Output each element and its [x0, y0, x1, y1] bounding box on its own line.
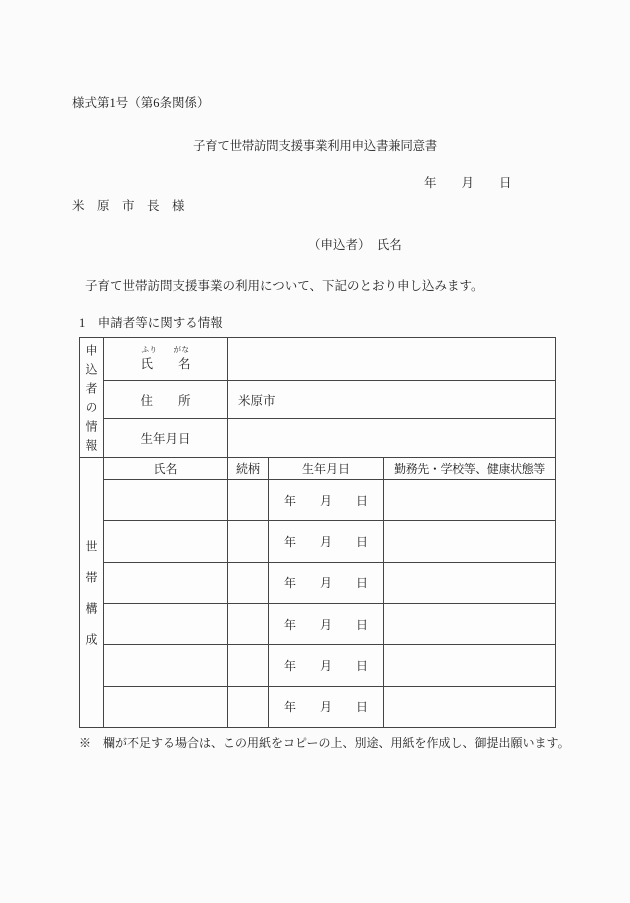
birthdate-label-cell: [104, 419, 228, 457]
address-label: 住 所: [140, 393, 191, 408]
header-name: 氏名: [104, 458, 228, 479]
cell-birthdate: 年 月 日: [269, 604, 384, 644]
cell-birthdate: 年 月 日: [269, 645, 384, 685]
household-header-row: [104, 458, 555, 480]
cell-relation: [228, 687, 269, 727]
address-label-cell: [104, 381, 228, 418]
household-section: [80, 458, 555, 727]
cell-relation: [228, 480, 269, 520]
applicant-group-label-cell: [80, 338, 104, 457]
household-row: [104, 521, 555, 562]
row-address: [104, 381, 555, 419]
cell-name: [104, 480, 228, 520]
applicant-name-line: （申込者） 氏名: [308, 238, 402, 252]
household-row: [104, 480, 555, 521]
cell-relation: [228, 604, 269, 644]
date-line: 年 月 日: [424, 176, 512, 190]
cell-work-school: [384, 645, 555, 685]
intro-sentence: 子育て世帯訪問支援事業の利用について、下記のとおり申し込みます。: [85, 279, 484, 293]
cell-birthdate: 年 月 日: [269, 563, 384, 603]
household-group-label: 世帯構成: [84, 540, 98, 664]
cell-relation: [228, 563, 269, 603]
household-row: [104, 563, 555, 604]
household-row: [104, 687, 555, 727]
header-relation: 続柄: [228, 458, 269, 479]
cell-relation: [228, 521, 269, 561]
cell-name: [104, 563, 228, 603]
document-title: 子育て世帯訪問支援事業利用申込書兼同意書: [192, 139, 437, 153]
cell-work-school: [384, 480, 555, 520]
header-birthdate: 生年月日: [269, 458, 384, 479]
row-name: [104, 338, 555, 381]
cell-work-school: [384, 604, 555, 644]
name-label-cell: [104, 338, 228, 380]
cell-work-school: [384, 521, 555, 561]
name-label: 氏 名: [140, 357, 191, 371]
birthdate-label: 生年月日: [140, 432, 191, 446]
applicant-group-label: 申込者の情報: [84, 344, 98, 458]
household-row: [104, 645, 555, 686]
cell-birthdate: 年 月 日: [269, 687, 384, 727]
furigana-label: ふり がな: [141, 345, 190, 354]
applicant-section: [80, 338, 555, 458]
cell-name: [104, 521, 228, 561]
household-row: [104, 604, 555, 645]
cell-name: [104, 687, 228, 727]
header-work-school: 勤務先・学校等、健康状態等: [394, 462, 545, 476]
cell-work-school: [384, 563, 555, 603]
cell-relation: [228, 645, 269, 685]
cell-work-school: [384, 687, 555, 727]
birthdate-value-cell: [228, 419, 555, 457]
form-number: 様式第1号（第6条関係）: [72, 96, 210, 110]
footer-note: ※ 欄が不足する場合は、この用紙をコピーの上、別途、用紙を作成し、御提出願います。: [79, 736, 570, 750]
household-group-label-cell: [80, 458, 104, 727]
row-birthdate: [104, 419, 555, 457]
address-value-cell: 米原市: [238, 393, 276, 408]
section1-heading: 1 申請者等に関する情報: [79, 316, 223, 330]
cell-birthdate: 年 月 日: [269, 521, 384, 561]
addressee-line: 米 原 市 長 様: [72, 199, 185, 213]
cell-name: [104, 604, 228, 644]
name-value-cell: [228, 338, 555, 380]
cell-birthdate: 年 月 日: [269, 480, 384, 520]
applicant-info-table: [79, 337, 556, 728]
cell-name: [104, 645, 228, 685]
